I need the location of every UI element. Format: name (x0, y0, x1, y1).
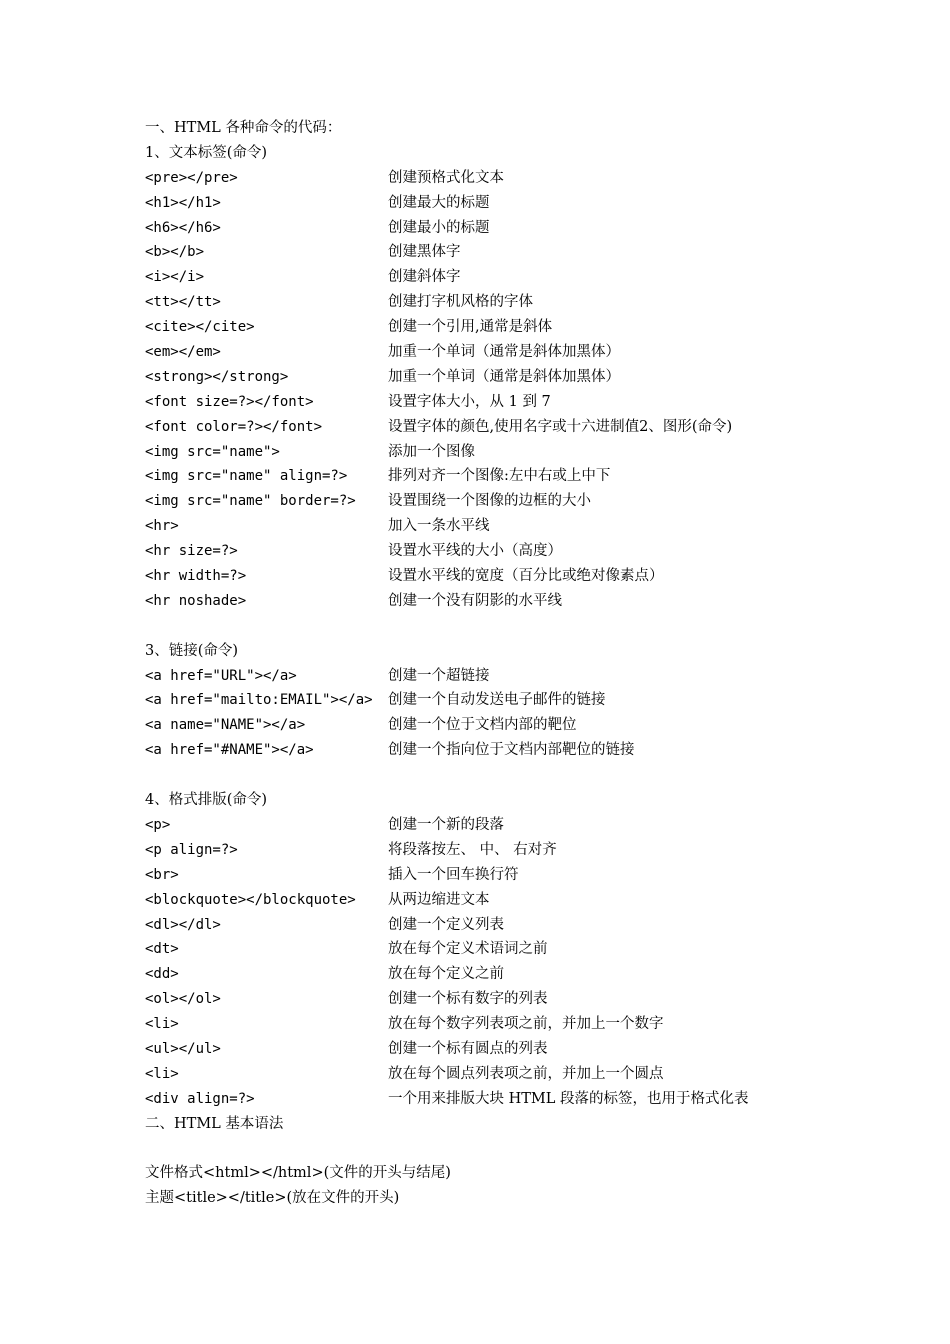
command-tag: <tt></tt> (145, 294, 221, 311)
command-tag: <dl></dl> (145, 916, 221, 933)
command-description: 创建一个位于文档内部的靶位 (388, 717, 577, 734)
command-description: 创建一个引用,通常是斜体 (388, 319, 553, 336)
section-links (145, 664, 925, 764)
command-description: 排列对齐一个图像:左中右或上中下 (388, 468, 611, 485)
command-description: 创建一个标有数字的列表 (388, 991, 548, 1008)
command-row (145, 888, 925, 913)
command-description: 设置字体大小，从 1 到 7 (388, 393, 551, 410)
command-tag: <font color=?></font> (145, 418, 323, 435)
command-description: 插入一个回车换行符 (388, 866, 519, 883)
command-row (145, 564, 925, 589)
command-tag: <li> (145, 1016, 179, 1033)
command-description: 放在每个圆点列表项之前，并加上一个圆点 (388, 1065, 664, 1082)
command-description: 添加一个图像 (388, 443, 475, 460)
command-tag: <p align=?> (145, 841, 238, 858)
heading-html-commands: 一、HTML 各种命令的代码： (145, 120, 342, 136)
command-tag: <cite></cite> (145, 319, 255, 336)
section-text-tags-title: 1、文本标签(命令) (145, 144, 268, 161)
command-tag: <hr width=?> (145, 568, 247, 585)
command-row (145, 688, 925, 713)
command-row (145, 216, 925, 241)
command-tag: <dt> (145, 941, 179, 958)
section-formatting (145, 813, 925, 1112)
command-description: 创建一个指向位于文档内部靶位的链接 (388, 742, 635, 759)
command-description: 创建一个定义列表 (388, 916, 504, 933)
command-tag: <hr size=?> (145, 543, 238, 560)
command-description: 将段落按左、 中、 右对齐 (388, 841, 557, 858)
command-row (145, 415, 925, 440)
command-row (145, 265, 925, 290)
command-row (145, 937, 925, 962)
command-tag: <div align=?> (145, 1090, 255, 1107)
command-description: 放在每个定义之前 (388, 966, 504, 983)
command-tag: <i></i> (145, 269, 205, 286)
command-description: 创建黑体字 (388, 244, 461, 261)
command-tag: <pre></pre> (145, 169, 238, 186)
spacer (145, 614, 925, 639)
command-row (145, 1037, 925, 1062)
command-row (145, 340, 925, 365)
command-tag: <h6></h6> (145, 219, 221, 236)
command-tag: <a href="#NAME"></a> (145, 742, 314, 759)
command-row (145, 365, 925, 390)
command-description: 设置围绕一个图像的边框的大小 (388, 493, 591, 510)
heading-html-basic-syntax: 二、HTML 基本语法 (145, 1115, 284, 1132)
command-row (145, 514, 925, 539)
command-tag: <em></em> (145, 344, 221, 361)
command-row (145, 166, 925, 191)
command-description: 设置水平线的宽度（百分比或绝对像素点） (388, 568, 664, 585)
command-tag: <a href="mailto:EMAIL"></a> (145, 692, 373, 709)
command-tag: <a href="URL"></a> (145, 667, 297, 684)
command-tag: <img src="name"> (145, 443, 280, 460)
command-description: 创建预格式化文本 (388, 169, 504, 186)
command-description: 一个用来排版大块 HTML 段落的标签，也用于格式化表 (388, 1090, 749, 1107)
command-tag: <ol></ol> (145, 991, 221, 1008)
command-description: 创建最小的标题 (388, 219, 490, 236)
syntax-line-file-format: 文件格式<html></html>(文件的开头与结尾) (145, 1165, 451, 1182)
command-tag: <img src="name" border=?> (145, 493, 356, 510)
command-description: 创建最大的标题 (388, 194, 490, 211)
command-row (145, 440, 925, 465)
command-tag: <b></b> (145, 244, 205, 261)
command-tag: <strong></strong> (145, 368, 289, 385)
command-description: 创建一个超链接 (388, 667, 490, 684)
command-description: 放在每个数字列表项之前，并加上一个数字 (388, 1016, 664, 1033)
command-description: 创建打字机风格的字体 (388, 294, 533, 311)
command-tag: <ul></ul> (145, 1040, 221, 1057)
spacer (145, 763, 925, 788)
document-page (145, 116, 925, 1211)
command-description: 从两边缩进文本 (388, 891, 490, 908)
command-row (145, 539, 925, 564)
command-row (145, 713, 925, 738)
command-description: 创建一个新的段落 (388, 816, 504, 833)
spacer (145, 1137, 925, 1162)
section-formatting-title: 4、格式排版(命令) (145, 792, 268, 809)
command-row (145, 813, 925, 838)
command-row (145, 290, 925, 315)
command-description: 创建一个自动发送电子邮件的链接 (388, 692, 606, 709)
command-tag: <p> (145, 816, 171, 833)
command-row (145, 1087, 925, 1112)
command-row (145, 838, 925, 863)
command-row (145, 589, 925, 614)
command-row (145, 738, 925, 763)
command-tag: <img src="name" align=?> (145, 468, 348, 485)
section-text-tags (145, 166, 925, 614)
command-tag: <font size=?></font> (145, 393, 314, 410)
command-row (145, 315, 925, 340)
command-description: 设置水平线的大小（高度） (388, 543, 562, 560)
command-tag: <h1></h1> (145, 194, 221, 211)
command-row (145, 962, 925, 987)
command-description: 加入一条水平线 (388, 518, 490, 535)
command-tag: <blockquote></blockquote> (145, 891, 356, 908)
command-row (145, 664, 925, 689)
command-description: 创建一个没有阴影的水平线 (388, 592, 562, 609)
command-row (145, 464, 925, 489)
command-row (145, 240, 925, 265)
command-description: 创建斜体字 (388, 269, 461, 286)
command-description: 放在每个定义术语词之前 (388, 941, 548, 958)
command-row (145, 390, 925, 415)
command-tag: <li> (145, 1065, 179, 1082)
command-row (145, 863, 925, 888)
command-tag: <hr> (145, 518, 179, 535)
command-row (145, 987, 925, 1012)
command-description: 加重一个单词（通常是斜体加黑体） (388, 344, 620, 361)
syntax-line-title: 主题<title></title>(放在文件的开头) (145, 1190, 400, 1207)
command-tag: <hr noshade> (145, 592, 247, 609)
command-description: 加重一个单词（通常是斜体加黑体） (388, 368, 620, 385)
command-tag: <br> (145, 866, 179, 883)
command-row (145, 1062, 925, 1087)
command-tag: <a name="NAME"></a> (145, 717, 306, 734)
command-row (145, 191, 925, 216)
command-row (145, 913, 925, 938)
command-row (145, 489, 925, 514)
command-description: 创建一个标有圆点的列表 (388, 1040, 548, 1057)
command-row (145, 1012, 925, 1037)
command-description: 设置字体的颜色,使用名字或十六进制值2、图形(命令) (388, 418, 733, 435)
command-tag: <dd> (145, 966, 179, 983)
section-links-title: 3、链接(命令) (145, 642, 239, 659)
